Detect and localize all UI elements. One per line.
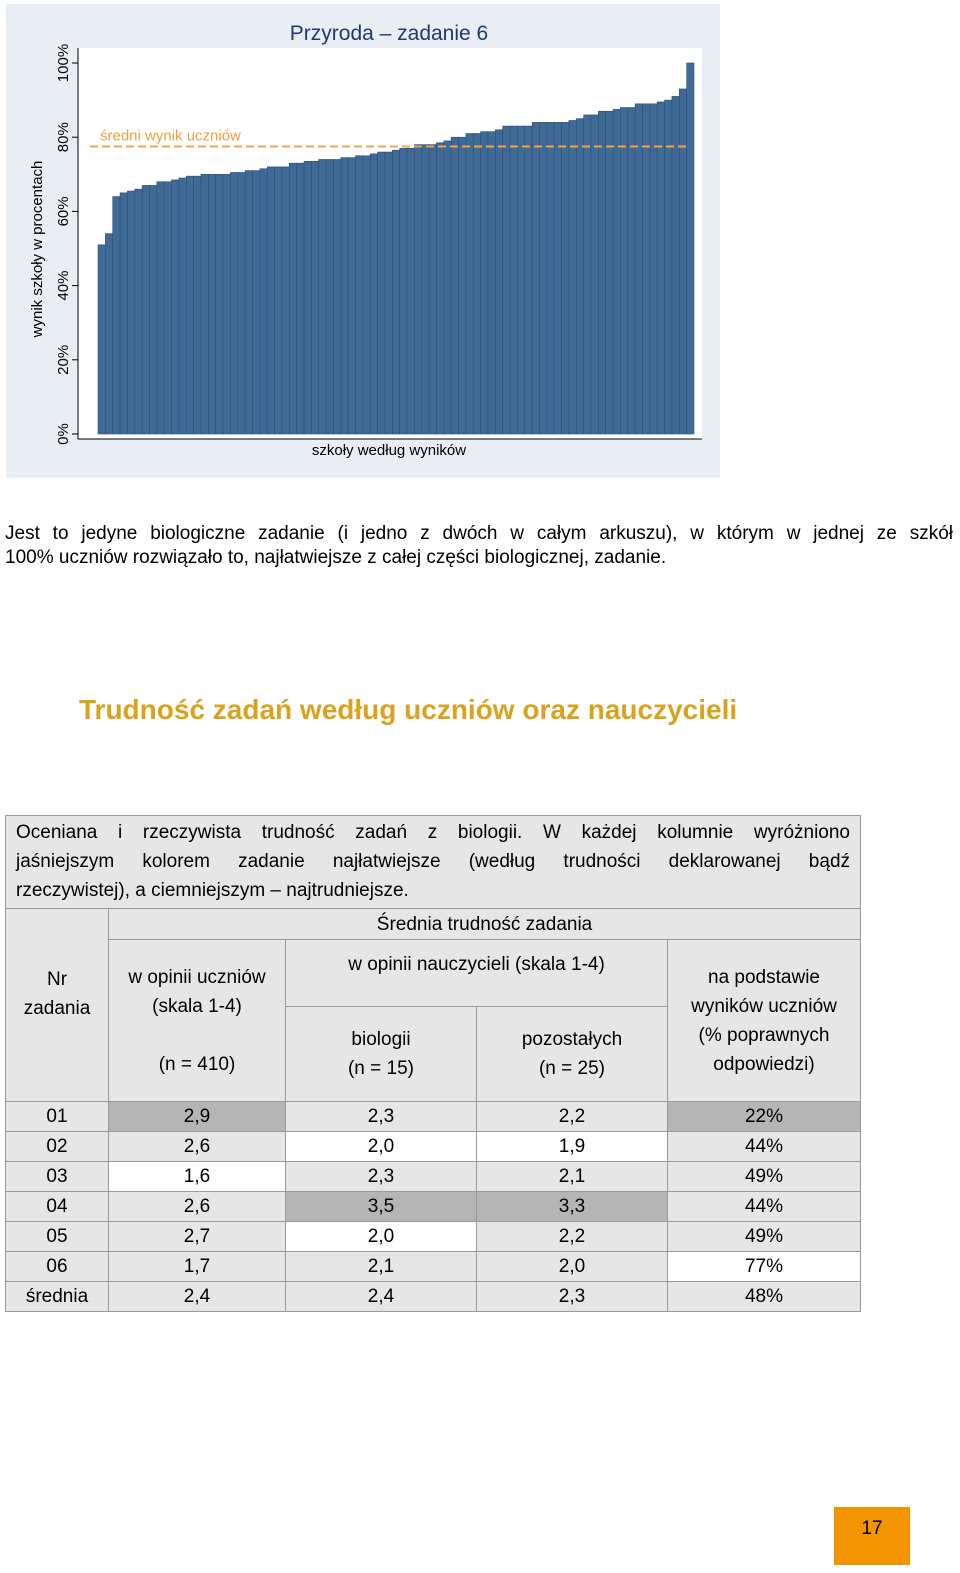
cell-result: 49%: [668, 1162, 861, 1192]
bar: [679, 89, 686, 434]
header-results: na podstawie wyników uczniów (% poprawnych odpowiedzi): [668, 940, 861, 1102]
cell-nr: średnia: [6, 1282, 109, 1312]
bar: [135, 189, 142, 434]
table-row: [6, 1132, 861, 1162]
bar: [510, 126, 517, 434]
bar: [150, 185, 157, 434]
bar: [400, 148, 407, 434]
bar: [488, 132, 495, 434]
cell-others: 2,2: [477, 1222, 668, 1252]
cell-result: 48%: [668, 1282, 861, 1312]
y-tick-label: 100%: [55, 43, 72, 83]
y-ticks: [55, 44, 78, 445]
bar: [194, 176, 201, 434]
bar: [481, 132, 488, 434]
cell-students: 2,9: [109, 1102, 286, 1132]
cell-result: 77%: [668, 1252, 861, 1282]
header-group: Średnia trudność zadania: [109, 909, 861, 940]
cell-biology: 2,0: [286, 1132, 477, 1162]
cell-nr: 01: [6, 1102, 109, 1132]
bar: [370, 154, 377, 434]
bar: [216, 174, 223, 434]
bar: [591, 115, 598, 434]
cell-result: 49%: [668, 1222, 861, 1252]
bar: [466, 133, 473, 434]
bar: [311, 161, 318, 434]
bar: [554, 122, 561, 434]
cell-result: 44%: [668, 1132, 861, 1162]
bar: [238, 172, 245, 434]
bar: [606, 111, 613, 434]
cell-others: 2,3: [477, 1282, 668, 1312]
bar: [98, 245, 105, 434]
bar: [157, 182, 164, 434]
cell-biology: 2,3: [286, 1102, 477, 1132]
bar: [142, 185, 149, 434]
bar: [297, 163, 304, 434]
cell-nr: 05: [6, 1222, 109, 1252]
bar: [569, 121, 576, 434]
bar: [127, 191, 134, 434]
bar: [444, 141, 451, 434]
bar: [348, 158, 355, 434]
bar: [562, 122, 569, 434]
cell-others: 2,2: [477, 1102, 668, 1132]
bar: [385, 152, 392, 434]
y-tick-label: 80%: [55, 122, 72, 153]
bar: [687, 63, 694, 434]
cell-others: 2,1: [477, 1162, 668, 1192]
bar: [517, 126, 524, 434]
table-row-average: [6, 1282, 861, 1312]
cell-nr: 06: [6, 1252, 109, 1282]
bar: [201, 174, 208, 434]
paragraph-line-2: 100% uczniów rozwiązało to, najłatwiejsze z całej części biologicznej, zadanie.: [5, 547, 667, 568]
cell-others: 2,0: [477, 1252, 668, 1282]
bar: [650, 104, 657, 434]
cell-biology: 2,1: [286, 1252, 477, 1282]
bar: [547, 122, 554, 434]
cell-students: 2,7: [109, 1222, 286, 1252]
bar: [642, 104, 649, 434]
y-tick-label: 0%: [55, 423, 72, 445]
header-teachers: w opinii nauczycieli (skala 1-4): [286, 940, 668, 1007]
bar: [451, 137, 458, 434]
table-row: [6, 1222, 861, 1252]
cell-students: 1,6: [109, 1162, 286, 1192]
cell-nr: 04: [6, 1192, 109, 1222]
table-row: [6, 1252, 861, 1282]
bar: [429, 145, 436, 434]
cell-nr: 03: [6, 1162, 109, 1192]
cell-biology: 3,5: [286, 1192, 477, 1222]
bar: [436, 143, 443, 434]
bar-chart: [6, 4, 720, 478]
cell-others: 1,9: [477, 1132, 668, 1162]
cell-students: 2,4: [109, 1282, 286, 1312]
cell-students: 2,6: [109, 1192, 286, 1222]
bar: [392, 150, 399, 434]
cell-biology: 2,4: [286, 1282, 477, 1312]
bar: [628, 108, 635, 434]
bar: [105, 234, 112, 434]
caption-line-1: Oceniana i rzeczywista trudność zadań z biologii. W każdej kolumnie wyróżniono: [16, 822, 851, 843]
bar: [245, 171, 252, 434]
bar: [378, 152, 385, 434]
cell-biology: 2,0: [286, 1222, 477, 1252]
table-row: [6, 1102, 861, 1132]
y-tick-label: 20%: [55, 344, 72, 375]
bar: [620, 108, 627, 434]
bar: [532, 122, 539, 434]
cell-result: 44%: [668, 1192, 861, 1222]
bar: [525, 126, 532, 434]
bar: [223, 174, 230, 434]
chart-title: Przyroda – zadanie 6: [289, 22, 489, 45]
table-row: [6, 1192, 861, 1222]
caption-line-3: rzeczywistej), a ciemniejszym – najtrudniejsze.: [16, 880, 409, 901]
bar: [598, 111, 605, 434]
bar: [495, 130, 502, 434]
table-caption: [6, 816, 861, 909]
x-axis-label: szkoły według wyników: [311, 442, 467, 459]
bar: [503, 126, 510, 434]
bar: [613, 109, 620, 434]
difficulty-table: [5, 815, 861, 1312]
cell-students: 2,6: [109, 1132, 286, 1162]
page-number: 17: [834, 1507, 910, 1565]
bar: [275, 167, 282, 434]
cell-nr: 02: [6, 1132, 109, 1162]
table-row: [6, 1162, 861, 1192]
bar: [459, 137, 466, 434]
bar: [260, 169, 267, 434]
bar: [341, 158, 348, 434]
caption-line-2: jaśniejszym kolorem zadanie najłatwiejsze (według trudności deklarowanej bądź: [16, 851, 851, 872]
y-tick-label: 40%: [55, 270, 72, 301]
bar: [120, 193, 127, 434]
bar: [319, 159, 326, 434]
bar: [665, 100, 672, 434]
bar: [164, 182, 171, 434]
cell-students: 1,7: [109, 1252, 286, 1282]
bar: [113, 197, 120, 434]
description-paragraph: [5, 522, 953, 570]
bar: [422, 145, 429, 434]
bar: [186, 176, 193, 434]
bar: [333, 159, 340, 434]
bar: [635, 104, 642, 434]
header-others: pozostałych (n = 25): [477, 1007, 668, 1102]
cell-others: 3,3: [477, 1192, 668, 1222]
bar: [407, 148, 414, 434]
bar: [289, 163, 296, 434]
bar: [414, 145, 421, 434]
y-axis-label: wynik szkoły w procentach: [29, 160, 46, 338]
bar: [539, 122, 546, 434]
header-biology: biologii (n = 15): [286, 1007, 477, 1102]
bar: [576, 119, 583, 434]
bar: [657, 102, 664, 434]
average-line-label: średni wynik uczniów: [100, 127, 241, 145]
cell-result: 22%: [668, 1102, 861, 1132]
bar: [253, 171, 260, 434]
bar: [172, 180, 179, 434]
bar: [304, 161, 311, 434]
bar: [363, 156, 370, 434]
y-tick-label: 60%: [55, 196, 72, 227]
bar: [326, 159, 333, 434]
bar: [473, 133, 480, 434]
bar: [584, 115, 591, 434]
cell-biology: 2,3: [286, 1162, 477, 1192]
bar: [356, 156, 363, 434]
bar: [179, 178, 186, 434]
bar: [208, 174, 215, 434]
section-title: Trudność zadań według uczniów oraz nauczycieli: [79, 694, 738, 725]
paragraph-line-1: Jest to jedyne biologiczne zadanie (i jedno z dwóch w całym arkuszu), w którym w jednej ze szkół: [5, 523, 953, 544]
header-nr: Nr zadania: [6, 909, 109, 1102]
bar: [267, 167, 274, 434]
header-students: w opinii uczniów (skala 1-4) (n = 410): [109, 940, 286, 1102]
bar: [230, 172, 237, 434]
bar: [282, 167, 289, 434]
chart-svg: [6, 4, 720, 478]
